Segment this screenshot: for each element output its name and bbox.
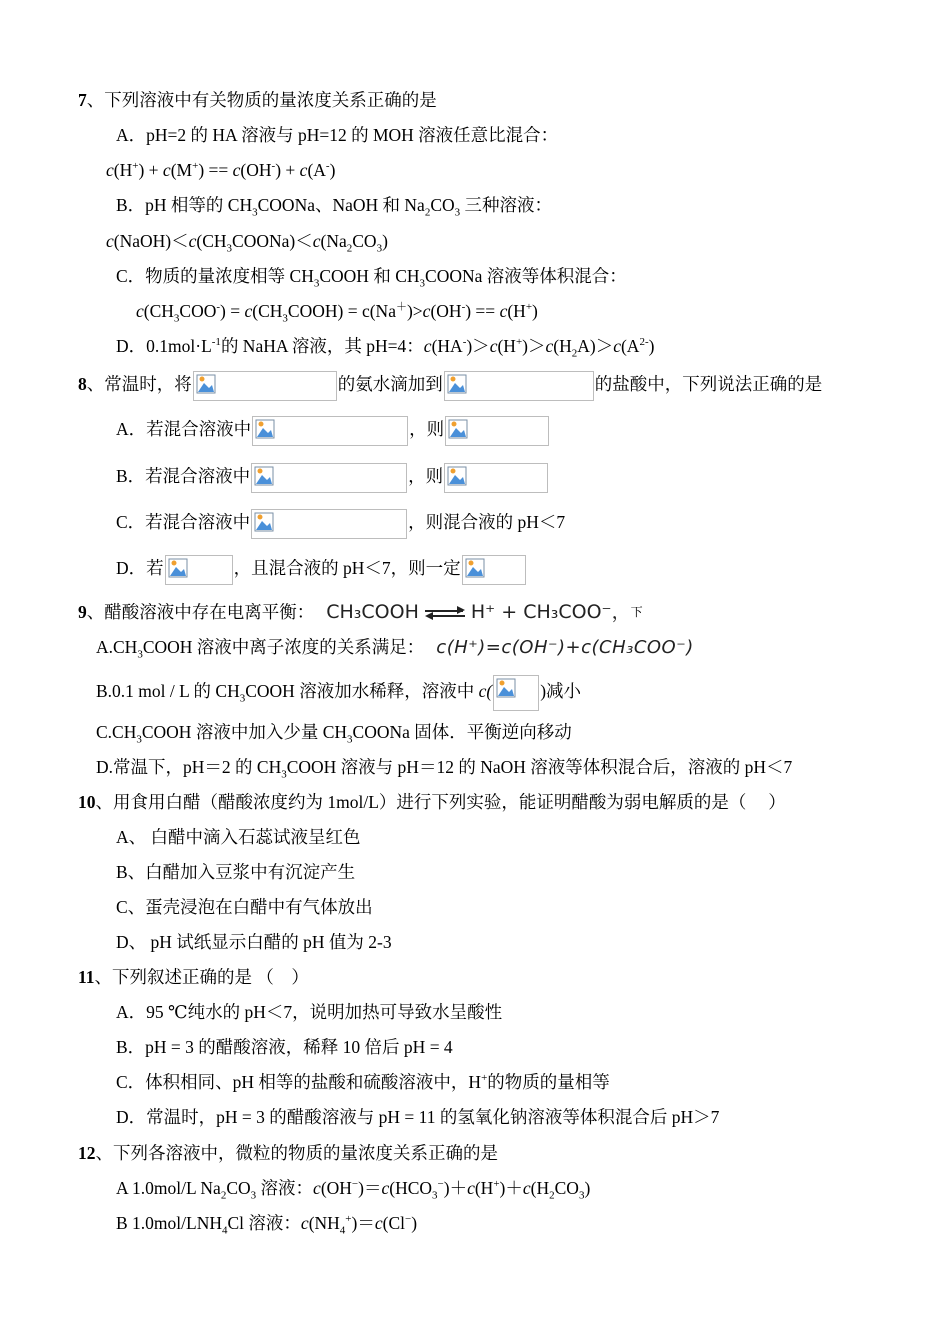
- q11-option-c: C．体积相同、pH 相等的盐酸和硫酸溶液中，H+的物质的量相等: [116, 1072, 610, 1092]
- broken-image-placeholder: [444, 371, 594, 401]
- q10-option-d: D、 pH 试纸显示白醋的 pH 值为 2-3: [116, 932, 392, 952]
- broken-image-placeholder: [165, 555, 233, 585]
- question-number: 8: [78, 374, 87, 395]
- broken-image-placeholder: [493, 675, 539, 711]
- q10-option-c: C、蛋壳浸泡在白醋中有气体放出: [116, 897, 373, 917]
- broken-image-icon: [196, 374, 216, 394]
- broken-image-icon: [168, 558, 188, 578]
- broken-image-placeholder: [251, 509, 407, 539]
- q7-option-c: C．物质的量浓度相等 $CH_3COOH$ 和 $CH_3COONa$ 溶液等体积混合：: [116, 266, 627, 290]
- broken-image-icon: [254, 466, 274, 486]
- broken-image-icon: [447, 374, 467, 394]
- question-number: 12: [78, 1143, 96, 1163]
- q9-option-b: B.0.1 mol / L 的 $CH_3COOH$ 溶液加水稀释，溶液中 c( )减小: [96, 675, 581, 711]
- q8-option-a: A．若混合溶液中 ，则: [116, 416, 550, 446]
- q8-option-b: B．若混合溶液中 ，则: [116, 463, 549, 493]
- question-7-stem: 7、下列溶液中有关物质的量浓度关系正确的是: [78, 90, 437, 110]
- q9-option-d: D.常温下，pH＝2 的 $CH_3COOH$ 溶液与 pH＝12 的 NaOH 溶液等体积混合后，溶液的 pH＜7: [96, 757, 793, 781]
- broken-image-icon: [496, 678, 516, 698]
- question-9-stem: 9、醋酸溶液中存在电离平衡： CH₃COOH H⁺ + CH₃COO⁻，$^下$: [78, 601, 643, 623]
- q11-option-b: B．pH = 3 的醋酸溶液，稀释 10 倍后 pH = 4: [116, 1037, 453, 1057]
- broken-image-placeholder: [445, 416, 549, 446]
- broken-image-icon: [255, 419, 275, 439]
- equilibrium-arrow-icon: [425, 607, 465, 619]
- q10-option-b: B、白醋加入豆浆中有沉淀产生: [116, 862, 356, 882]
- broken-image-placeholder: [251, 463, 407, 493]
- broken-image-placeholder: [252, 416, 408, 446]
- broken-image-placeholder: [193, 371, 337, 401]
- question-number: 10: [78, 792, 96, 812]
- q8-option-d: D．若 ，且混合液的 pH＜7，则一定: [116, 555, 527, 585]
- q9-option-a: $A.CH_3COOH$ 溶液中离子浓度的关系满足： c(H⁺)=c(OH⁻)+c(CH₃COO⁻): [96, 637, 694, 661]
- q8-option-c: C．若混合溶液中 ，则混合液的 pH＜7: [116, 509, 565, 539]
- q10-option-a: A、 白醋中滴入石蕊试液呈红色: [116, 827, 361, 847]
- question-8-stem: 8、常温时，将 的氨水滴加到 的盐酸中，下列说法正确的是: [78, 371, 822, 401]
- q7-option-b-formula: $c(NaOH)<c(CH_3COONa)<c(Na_2CO_3)$: [106, 231, 388, 255]
- q7-option-d: D．$0.1mol\cdot L^{-1}$的 NaHA 溶液，其 pH=4：$c(HA^-)>c(H^+)>c(H_2A)>c(A^{2-})$: [116, 336, 655, 360]
- question-10-stem: 10、用食用白醋（醋酸浓度约为 1mol/L）进行下列实验，能证明醋酸为弱电解质的是（ ）: [78, 792, 786, 812]
- q12-option-b: B $1.0mol/LNH_4Cl$ 溶液：$c(NH_4^+)=c(Cl^-)$: [116, 1213, 418, 1237]
- broken-image-icon: [254, 512, 274, 532]
- broken-image-icon: [465, 558, 485, 578]
- q7-option-b: B．pH 相等的 $CH_3COONa$、NaOH 和 $Na_2CO_3$ 三种溶液：: [116, 195, 553, 219]
- broken-image-icon: [447, 466, 467, 486]
- question-11-stem: 11、下列叙述正确的是 （ ）: [78, 967, 309, 987]
- broken-image-icon: [448, 419, 468, 439]
- q9-option-c: $C.CH_3COOH$ 溶液中加入少量 $CH_3COONa$ 固体．平衡逆向移动: [96, 722, 572, 746]
- q11-option-d: D．常温时，pH = 3 的醋酸溶液与 pH = 11 的氢氧化钠溶液等体积混合后 pH＞7: [116, 1107, 720, 1127]
- q7-option-c-formula: $c(CH_3COO^-)$ = $c(CH_3COOH) = c(Na^+)>c(OH^-) == c(H^+)$: [136, 301, 538, 325]
- question-12-stem: 12、下列各溶液中，微粒的物质的量浓度关系正确的是: [78, 1143, 498, 1163]
- ionization-equation: CH₃COOH H⁺ + CH₃COO⁻，: [326, 601, 631, 623]
- question-number: 11: [78, 967, 95, 987]
- q7-option-a: A．pH=2 的 HA 溶液与 pH=12 的 MOH 溶液任意比混合：: [116, 125, 559, 145]
- broken-image-placeholder: [462, 555, 526, 585]
- q12-option-a: A 1.0mol/L $Na_2CO_3$ 溶液：$c(OH^-)=c(HCO_3^-)+c(H^+)+c(H_2CO_3)$: [116, 1178, 591, 1202]
- q7-option-a-formula: c(H+) + c(M+) == c(OH-) + c(A-): [106, 160, 336, 180]
- q11-option-a: A．95 ℃纯水的 pH＜7，说明加热可导致水呈酸性: [116, 1002, 503, 1022]
- broken-image-placeholder: [444, 463, 548, 493]
- question-number: 7: [78, 90, 87, 110]
- question-number: 9: [78, 602, 87, 622]
